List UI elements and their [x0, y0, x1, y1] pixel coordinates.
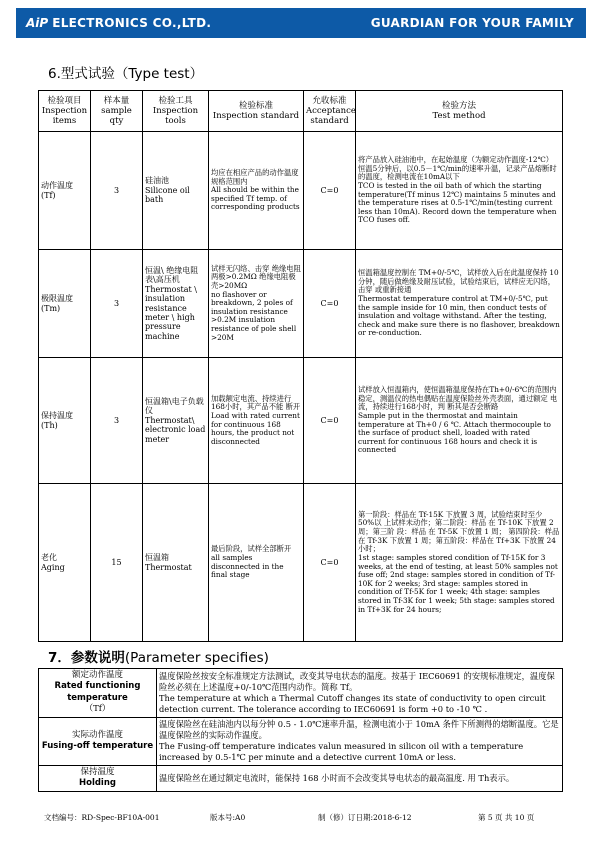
cell-standard: 最后阶段，试样全部断开 all samples disconnected in the final stage [209, 484, 304, 642]
param-name: 额定动作温度 Rated functioning temperature （Tf） [39, 669, 157, 718]
cell-accept: C=0 [304, 484, 356, 642]
cell-tools: 硅油池 Silicone oil bath [143, 132, 209, 250]
page-number: 第 5 页 共 10 页 [478, 813, 535, 822]
section7-title: 7．参数说明(Parameter specifies) [48, 650, 269, 666]
version: 版本号:A0 [210, 813, 246, 822]
col-header-method: 检验方法 Test method [356, 91, 563, 132]
cell-standard: 加载额定电流、持续进行168小时，其产品不能 断开 Load with rated current for continuous 168 hours, the product not disconnected [209, 358, 304, 484]
cell-method: 试样放入恒温箱内，使恒温箱温度保持在Th+0/-6℃的范围内稳定，测温仪的热电偶贴在温度保险丝外壳表面，通过额定 电流，持续进行168小时，判 断其是否会断路 Sample put in the thermostat and maintain temperature at Th+0 / 6 ℃. Attach thermocouple to the surface of product shell, loaded with rated current for continuous 168 hours and check it is connected [356, 358, 563, 484]
cell-qty: 15 [91, 484, 143, 642]
table-row [39, 250, 563, 358]
cell-tools: 恒温箱\电子负载仪 Thermostat\ electronic load meter [143, 358, 209, 484]
table-row [39, 484, 563, 642]
param-desc: 温度保险丝在通过额定电流时，能保持 168 小时而不会改变其导电状态的最高温度. 用 Th表示。 [157, 765, 563, 791]
cell-item: 老化 Aging [39, 484, 91, 642]
cell-qty: 3 [91, 250, 143, 358]
col-header-qty: 样本量 sample qty [91, 91, 143, 132]
cell-tools: 恒温\ 绝缘电阻表\高压机 Thermostat \ insulation resistance meter \ high pressure machine [143, 250, 209, 358]
cell-item: 动作温度 (Tf) [39, 132, 91, 250]
company-logo: AiP [26, 16, 49, 30]
cell-standard: 均应在相应产品的动作温度规格范围内 All should be within the specified Tf temp. of corresponding products [209, 132, 304, 250]
table-row [39, 669, 563, 718]
col-header-item: 检验项目 Inspection items [39, 91, 91, 132]
cell-method: 将产品放入硅油池中，在起始温度（为额定动作温度-12℃）恒温5分钟后，以0.5－1℃/min的速率升温，记录产品熔断时的温度，检测电流在10mA以下 TCO is tested in the oil bath of which the starting temperature(Tf minus 12℃) maintains 5 minutes and the temperature rises at 0.5-1℃/min(testing current less than 10mA). Record down the temperature when TCO fuses off. [356, 132, 563, 250]
cell-method: 第一阶段：样品在 Tf-15K 下放置 3 周，试验结束时至少 50%以 上试样未动作；第二阶段：样品 在 Tf-10K 下放置 2 周；第三阶 段：样品 在 Tf-5K 下放置 1 周； 第四阶段：样品在 Tf-3K 下放置 1 周；第五阶段：样品在 Tf+3K 下放置 24 小时； 1st stage: samples stored condition of Tf-15K for 3 weeks, at the end of testing, at least 50% samples not fuse off; 2nd stage: samples stored in condition of Tf-10K for 2 weeks; 3rd stage: samples stored in condition of Tf-5K for 1 week; 4th stage: samples stored in Tf-3K for 1 week; 5th stage: samples stored in Tf+3K for 24 hours; [356, 484, 563, 642]
col-header-standard: 检验标准 Inspection standard [209, 91, 304, 132]
param-name: 保持温度 Holding [39, 765, 157, 791]
cell-tools: 恒温箱 Thermostat [143, 484, 209, 642]
slogan: GUARDIAN FOR YOUR FAMILY [370, 16, 574, 30]
cell-accept: C=0 [304, 358, 356, 484]
table-header-row [39, 91, 563, 132]
table-row [39, 358, 563, 484]
cell-method: 恒温箱温度控制在 TM+0/-5℃，试样放入后在此温度保持 10 分钟，随后做绝缘及耐压试验，试验结束后，试样应无闪络，击穿 或重新接通 Thermostat temperature control at TM+0/-5℃, put the sample inside for 10 min, then conduct tests of insulation and voltage withstand. After the testing, check and make sure there is no flashover, breakdown or re-conduction. [356, 250, 563, 358]
section6-title: 6.型式试验（Type test） [48, 66, 204, 82]
cell-standard: 试样无闪络、击穿 绝缘电阻两极>0.2MΩ 绝缘电阻极壳>20MΩ no flashover or breakdown, 2 poles of insulation resistance >0.2M insulation resistance of pole shell >20M [209, 250, 304, 358]
cell-qty: 3 [91, 132, 143, 250]
cell-item: 保持温度 (Th) [39, 358, 91, 484]
table-row [39, 717, 563, 765]
table-row [39, 132, 563, 250]
cell-accept: C=0 [304, 250, 356, 358]
doc-number: 文档编号：RD-Spec-BF10A-001 [44, 813, 160, 822]
cell-qty: 3 [91, 358, 143, 484]
cell-accept: C=0 [304, 132, 356, 250]
type-test-table [38, 90, 563, 642]
page-header [16, 8, 586, 38]
cell-item: 极限温度 (Tm) [39, 250, 91, 358]
param-desc: 温度保险丝按安全标准规定方法测试，改变其导电状态的温度。按基于 IEC60691 的安规标准规定，温度保险丝必须在上述温度+0/-10℃范围内动作。简称 Tf。 The temperature at which a Thermal Cutoff changes its state of conductivity to open circuit detection current. The tolerance according to IEC60691 is form +0 to -10 ℃ . [157, 669, 563, 718]
col-header-tools: 检验工具 Inspection tools [143, 91, 209, 132]
company-name: ELECTRONICS CO.,LTD. [52, 16, 212, 30]
table-row [39, 765, 563, 791]
parameter-table [38, 668, 563, 792]
param-name: 实际动作温度 Fusing-off temperature [39, 717, 157, 765]
revision-date: 制（修）订日期:2018-6-12 [318, 813, 412, 822]
col-header-accept: 允收标准 Acceptance standard [304, 91, 356, 132]
param-desc: 温度保险丝在硅油池内以每分钟 0.5 - 1.0℃速率升温，检测电流小于 10mA 条件下所测得的熔断温度。它是温度保险丝的实际动作温度。 The Fusing-off temperature indicates valun measured in silicon oil with a temperature increased by 0.5-1℃ per minute and a detective current 10mA or less. [157, 717, 563, 765]
